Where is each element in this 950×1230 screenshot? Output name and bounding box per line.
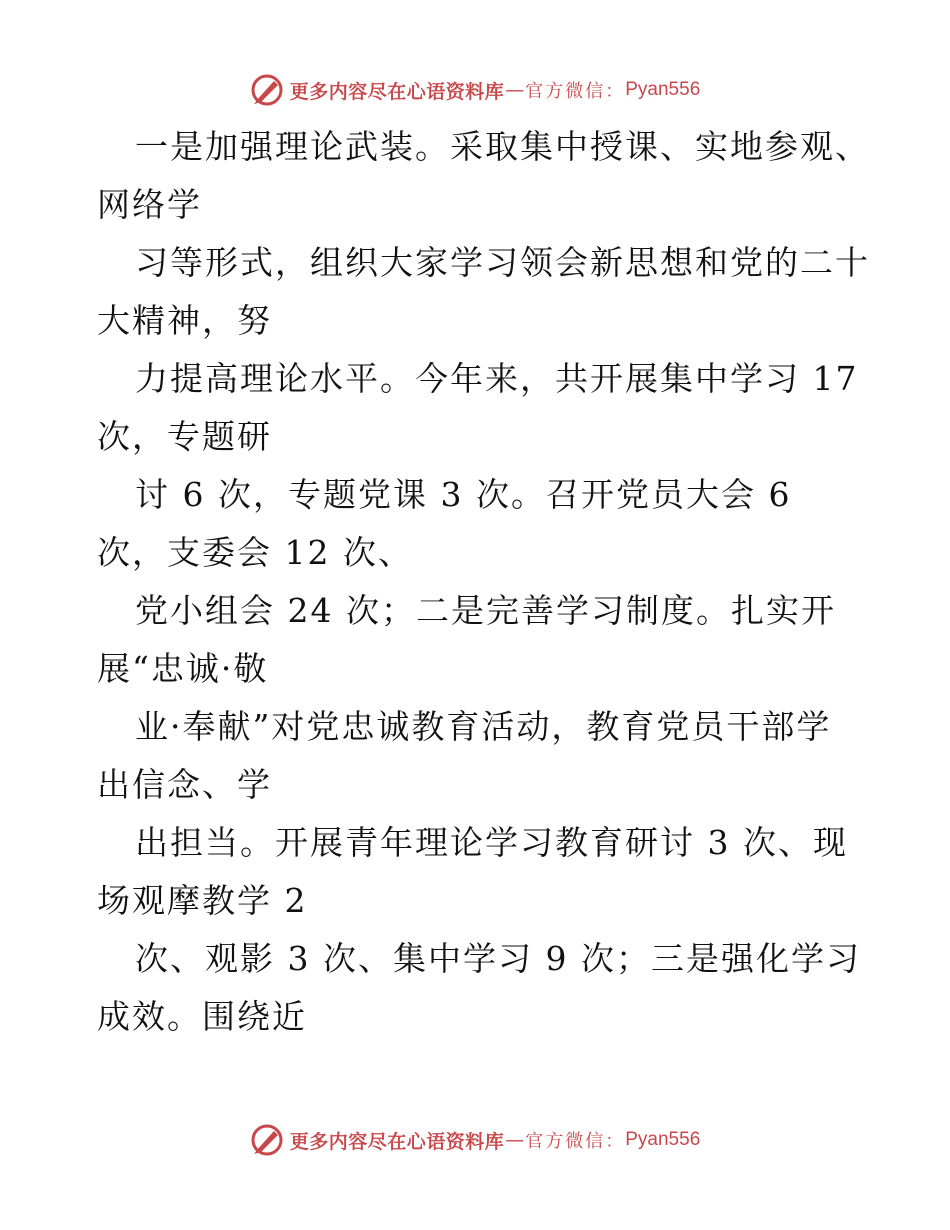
- body-line: 习等形式，组织大家学习领会新思想和党的二十: [135, 243, 870, 282]
- body-line: 网络学: [97, 185, 202, 224]
- watermark-brand: 更多内容尽在心语资料库: [289, 80, 505, 103]
- document-body: [97, 118, 870, 1046]
- watermark-sub: 官方微信：: [525, 1131, 626, 1152]
- body-line: 出担当。开展青年理论学习教育研讨 3 次、现: [135, 823, 848, 862]
- pen-logo-icon: [250, 73, 284, 107]
- pen-logo-icon: [250, 1123, 284, 1157]
- body-line: 讨 6 次，专题党课 3 次。召开党员大会 6: [135, 475, 792, 514]
- body-line: 次，专题研: [97, 417, 272, 456]
- watermark-separator: —: [505, 79, 525, 101]
- body-line: 力提高理论水平。今年来，共开展集中学习 17: [135, 359, 859, 398]
- watermark-sub: 官方微信：: [525, 81, 626, 102]
- watermark-id: Pyan556: [625, 1129, 701, 1150]
- footer-watermark: [0, 1120, 950, 1160]
- header-watermark: [0, 70, 950, 110]
- body-line: 出信念、学: [97, 765, 272, 804]
- body-line: 场观摩教学 2: [97, 881, 308, 920]
- watermark-brand: 更多内容尽在心语资料库: [289, 1130, 505, 1153]
- watermark-separator: —: [505, 1129, 525, 1151]
- body-line: 次、观影 3 次、集中学习 9 次；三是强化学习: [135, 939, 861, 978]
- body-line: 党小组会 24 次；二是完善学习制度。扎实开: [135, 591, 836, 630]
- body-line: 次，支委会 12 次、: [97, 533, 413, 572]
- body-line: 展“忠诚·敬: [97, 649, 269, 688]
- body-line: 成效。围绕近: [97, 997, 307, 1036]
- body-line: 一是加强理论武装。采取集中授课、实地参观、: [135, 127, 870, 166]
- body-line: 大精神，努: [97, 301, 272, 340]
- watermark-id: Pyan556: [625, 79, 701, 100]
- body-line: 业·奉献”对党忠诚教育活动，教育党员干部学: [135, 707, 832, 746]
